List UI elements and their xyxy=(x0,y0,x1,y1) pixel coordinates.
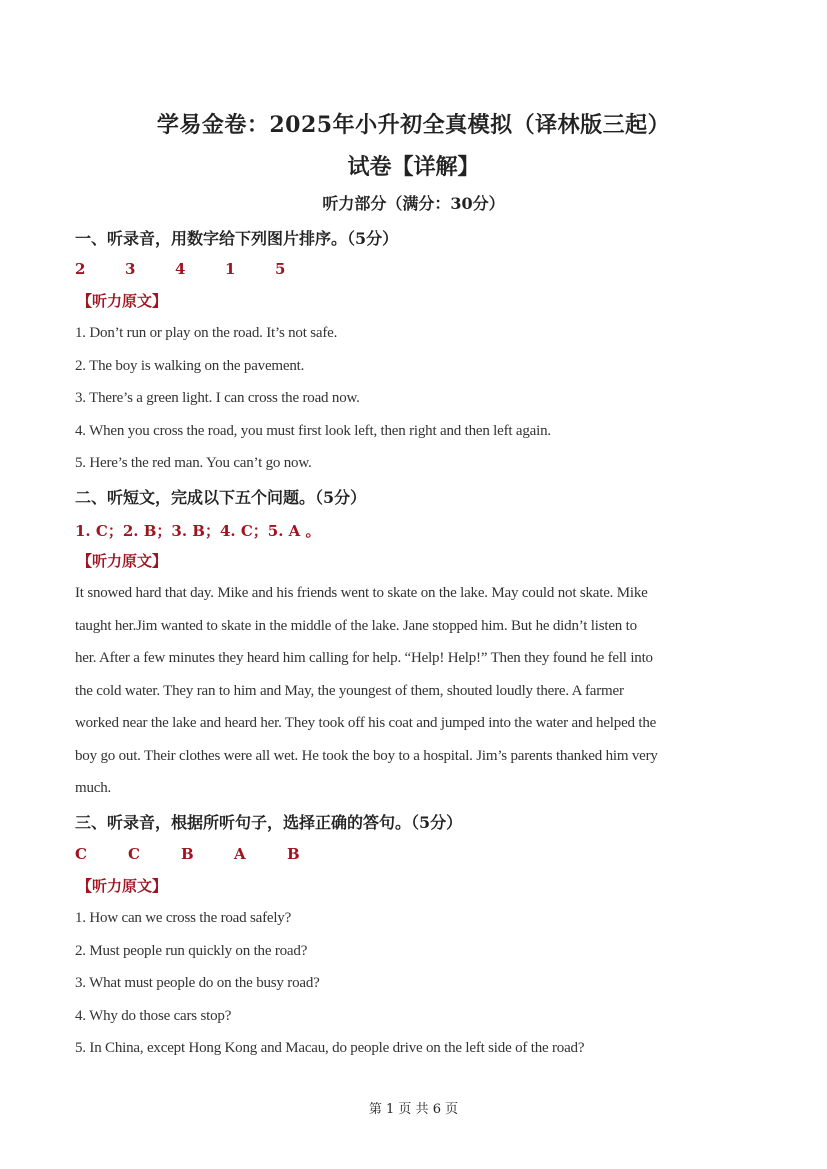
transcript-line: 4. Why do those cars stop? xyxy=(75,1008,232,1024)
passage-line: It snowed hard that day. Mike and his friends went to skate on the lake. May could not skate. Mike xyxy=(75,585,648,601)
transcript-line: 3. What must people do on the busy road? xyxy=(75,975,320,991)
part3-transcript-label: 【听力原文】 xyxy=(77,877,168,895)
transcript-line: 2. The boy is walking on the pavement. xyxy=(75,358,305,374)
part2-answers: 1. C；2. B；3. B；4. C；5. A 。 xyxy=(75,522,321,540)
part2-heading: 二、听短文，完成以下五个问题。（5分） xyxy=(75,488,367,507)
passage-line: taught her.Jim wanted to skate in the middle of the lake. Jane stopped him. But he didn’t listen to xyxy=(75,618,637,634)
answer-item: A xyxy=(234,845,246,863)
part3-heading: 三、听录音，根据所听句子，选择正确的答句。（5分） xyxy=(75,813,463,832)
transcript-line: 1. Don’t run or play on the road. It’s not safe. xyxy=(75,325,338,341)
answer-item: 5 xyxy=(275,260,286,278)
transcript-line: 5. In China, except Hong Kong and Macau, do people drive on the left side of the road? xyxy=(75,1040,585,1056)
part3-answers xyxy=(75,845,340,863)
transcript-line: 2. Must people run quickly on the road? xyxy=(75,943,308,959)
answer-item: 1 xyxy=(225,260,236,278)
answer-item: 4 xyxy=(175,260,186,278)
document-subtitle: 试卷【详解】 xyxy=(347,154,480,180)
document-title: 学易金卷：2025年小升初全真模拟（译林版三起） xyxy=(156,112,671,138)
answer-item: C xyxy=(128,845,140,863)
passage-line: much. xyxy=(75,780,112,796)
part1-transcript-label: 【听力原文】 xyxy=(77,292,168,310)
transcript-line: 4. When you cross the road, you must first look left, then right and then left again. xyxy=(75,423,551,439)
part1-heading: 一、听录音，用数字给下列图片排序。（5分） xyxy=(75,229,399,248)
transcript-line: 1. How can we cross the road safely? xyxy=(75,910,292,926)
answer-item: C xyxy=(75,845,87,863)
part2-transcript-label: 【听力原文】 xyxy=(77,552,168,570)
transcript-line: 3. There’s a green light. I can cross the road now. xyxy=(75,390,360,406)
passage-line: worked near the lake and heard her. They took off his coat and jumped into the water and helped the xyxy=(75,715,657,731)
transcript-line: 5. Here’s the red man. You can’t go now. xyxy=(75,455,312,471)
answer-item: 3 xyxy=(125,260,136,278)
part1-answers xyxy=(75,260,325,278)
passage-line: her. After a few minutes they heard him calling for help. “Help! Help!” Then they found he fell into xyxy=(75,650,653,666)
page-footer: 第 1 页 共 6 页 xyxy=(368,1102,459,1117)
answer-item: B xyxy=(181,845,194,863)
answer-item: 2 xyxy=(75,260,86,278)
passage-line: the cold water. They ran to him and May, the youngest of them, shouted loudly there. A farmer xyxy=(75,683,624,699)
passage-line: boy go out. Their clothes were all wet. He took the boy to a hospital. Jim’s parents thanked him very xyxy=(75,748,658,764)
answer-item: B xyxy=(287,845,300,863)
section-title: 听力部分（满分：30分） xyxy=(322,194,505,213)
